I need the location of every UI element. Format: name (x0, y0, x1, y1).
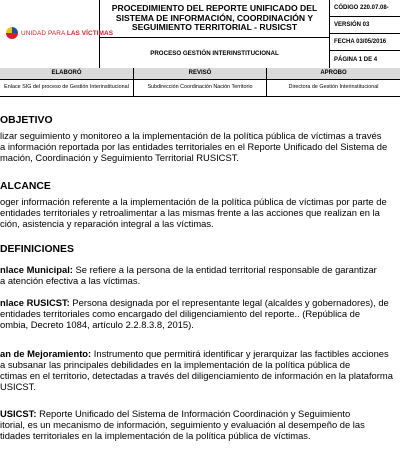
document-code: CÓDIGO 220.07.08- (330, 0, 400, 17)
text-line: ctimas en el territorio, detectadas a través del diligenciamiento de información en la plataforma (0, 370, 393, 381)
elaboro-header: ELABORÓ (0, 68, 134, 79)
text-line: ción, asistencia y reparación integral a las víctimas. (0, 218, 214, 229)
definition-text: Reporte Unificado del Sistema de Información Coordinación y Seguimiento (36, 408, 351, 419)
definition-text: Se refiere a la persona de la entidad territorial responsable de garantizar (72, 264, 377, 275)
signature-table (0, 68, 400, 96)
logo-cell (0, 0, 114, 68)
text-line: ombia, Decreto 1084, artículo 2.2.8.3.8, 2015). (0, 319, 194, 330)
unidad-victimas-logo (6, 27, 113, 39)
process-cell (100, 38, 330, 68)
definition-rusicst (0, 408, 400, 441)
section-objective-title: OBJETIVO (0, 115, 53, 126)
section-definitions-title: DEFINICIONES (0, 244, 74, 255)
document-header (0, 0, 400, 69)
text-line: tidades territoriales en la implementación de la política pública de víctimas. (0, 430, 311, 441)
objective-paragraph (0, 130, 400, 163)
logo-text: UNIDAD PARA LAS VÍCTIMAS (21, 29, 114, 37)
definition-text: Instrumento que permitirá identificar y jerarquizar las factibles acciones (91, 348, 389, 359)
definition-enlace-municipal (0, 264, 400, 286)
definition-enlace-rusicst (0, 297, 400, 330)
text-line: oger información referente a la implementación de la política pública de víctimas por parte de (0, 196, 387, 207)
logo-mark-icon (6, 27, 18, 39)
definition-text: Persona designada por el representante legal (alcaldes y gobernadores), de (69, 297, 389, 308)
reviso-value: Subdirección Coordinación Nación Territorio (134, 79, 267, 96)
title-cell (100, 0, 330, 38)
text-line: lizar seguimiento y monitoreo a la implementación de la política pública de víctimas a través (0, 130, 382, 141)
text-line: a subsanar las principales debilidades en la implementación de la política pública de (0, 359, 351, 370)
text-line: USICST. (0, 381, 36, 392)
text-line: entidades territoriales como encargado del diligenciamiento del reporte.. (República de (0, 308, 361, 319)
section-scope-title: ALCANCE (0, 181, 51, 192)
text-line: a información reportada por las entidades territoriales en el Reporte Unificado del Sistema de (0, 141, 388, 152)
text-line: a atención efectiva a las víctimas. (0, 275, 141, 286)
document-version: VERSIÓN 03 (330, 17, 400, 34)
page-number: PÁGINA 1 DE 4 (334, 56, 378, 63)
text-line: entidades territoriales y retroalimentar a las mismas frente a las acciones que realizan en la (0, 207, 380, 218)
signature-value-row (0, 79, 400, 97)
process-name: PROCESO GESTIÓN INTERINSTITUCIONAL (150, 49, 279, 57)
definition-term: nlace Municipal: (0, 264, 73, 275)
definition-term: an de Mejoramiento: (0, 348, 92, 359)
text-line: itorial, es un mecanismo de información, seguimiento y evaluación al desempeño de las (0, 419, 365, 430)
aprobo-value: Directora de Gestión Interinstitucional (288, 84, 379, 91)
aprobo-header: APROBO (320, 70, 347, 77)
text-line: mación, Coordinación y Seguimiento Territorial RUSICST. (0, 152, 239, 163)
definition-plan-mejoramiento (0, 348, 400, 392)
elaboro-value: Enlace SIG del proceso de Gestión Interinstitucional (0, 79, 134, 96)
scope-paragraph (0, 196, 400, 229)
reviso-header: REVISÓ (134, 68, 267, 79)
document-date: FECHA 03/05/2016 (330, 34, 400, 51)
document-title: PROCEDIMIENTO DEL REPORTE UNIFICADO DEL SISTEMA DE INFORMACIÓN, COORDINACIÓN Y SEGUIMIENTO TERRITORIAL - RUSICST (111, 3, 318, 33)
definition-term: USICST: (0, 408, 37, 419)
definition-term: nlace RUSICST: (0, 297, 70, 308)
